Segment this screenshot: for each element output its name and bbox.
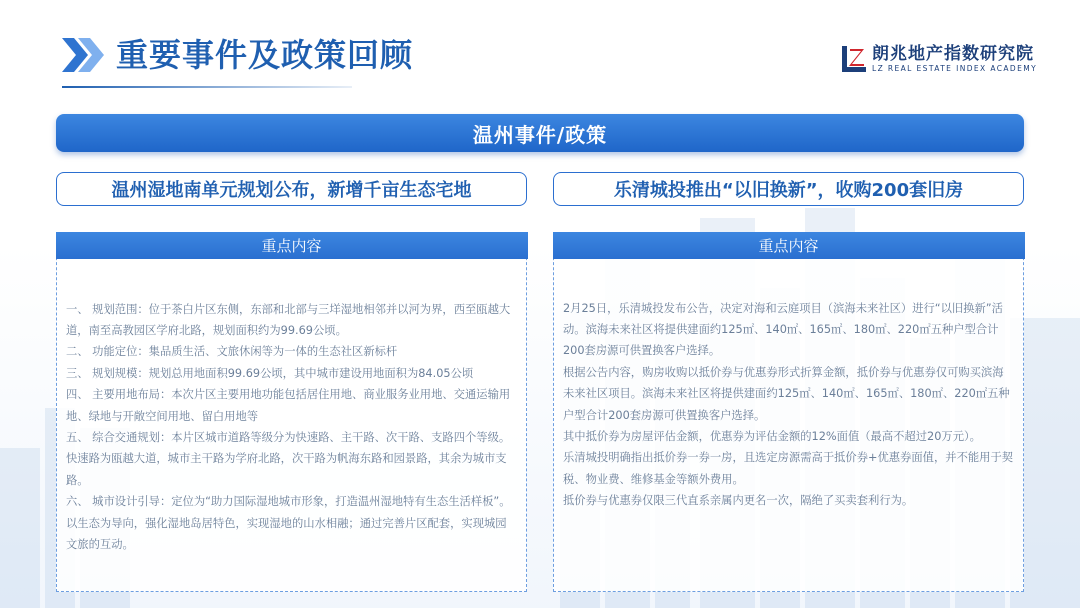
logo-mark-icon	[842, 46, 866, 72]
left-paragraph: 五、 综合交通规划：本片区城市道路等级分为快速路、主干路、次干路、支路四个等级。快速路为瓯越大道，城市主干路为学府北路，次干路为帆海东路和园景路，其余为城市支路。	[66, 430, 511, 487]
logo-english-text: LZ REAL ESTATE INDEX ACADEMY	[872, 64, 1038, 73]
title-underline	[62, 86, 352, 88]
left-paragraph: 三、 规划规模：规划总用地面积99.69公顷，其中城市建设用地面积为84.05公顷	[66, 366, 474, 380]
right-paragraph: 2月25日，乐清城投发布公告，决定对海和云庭项目（滨海未来社区）进行“以旧换新”活动。滨海未来社区将提供建面约125㎡、140㎡、165㎡、180㎡、220㎡五种户型合计200套房源可供置换客户选择。	[563, 301, 1003, 358]
left-panel-body	[57, 259, 526, 556]
right-panel-title: 重点内容	[553, 232, 1025, 259]
page-title: 重要事件及政策回顾	[116, 36, 414, 74]
right-content-panel	[553, 232, 1024, 592]
left-paragraph: 二、 功能定位：集品质生活、文旅休闲等为一体的生态社区新标杆	[66, 345, 398, 359]
left-panel-title: 重点内容	[56, 232, 528, 259]
right-headline: 乐清城投推出“以旧换新”，收购200套旧房	[613, 180, 964, 201]
brand-logo	[842, 44, 1037, 74]
section-banner-title: 温州事件/政策	[472, 122, 608, 147]
logo-chinese-text: 朗兆地产指数研究院	[872, 44, 1034, 64]
right-paragraph: 抵价券与优惠券仅限三代直系亲属内更名一次，隔绝了买卖套利行为。	[563, 494, 914, 508]
left-headline: 温州湿地南单元规划公布，新增千亩生态宅地	[111, 180, 472, 201]
left-paragraph: 六、 城市设计引导：定位为“助力国际湿地城市形象，打造温州湿地特有生态生活样板”。以生态为导向，强化湿地岛居特色，实现湿地的山水相融；通过完善片区配套，实现城园文旅的互动。	[66, 495, 511, 551]
right-panel-body	[554, 259, 1023, 512]
left-paragraph: 四、 主要用地布局：本次片区主要用地功能包括居住用地、商业服务业用地、交通运输用地、绿地与开敞空间用地、留白用地等	[66, 388, 511, 423]
right-headline-box	[553, 172, 1024, 206]
left-content-panel	[56, 232, 527, 592]
section-banner	[56, 114, 1024, 152]
chevron-right-icon	[62, 38, 106, 72]
right-paragraph: 乐清城投明确指出抵价券一券一房，且选定房源需高于抵价券+优惠券面值，并不能用于契税、物业费、维修基金等额外费用。	[563, 451, 1014, 486]
left-paragraph: 一、 规划范围：位于茶白片区东侧，东部和北部与三垟湿地相邻并以河为界，西至瓯越大道，南至高教园区学府北路，规划面积约为99.69公顷。	[66, 302, 511, 337]
left-headline-box	[56, 172, 527, 206]
right-paragraph: 其中抵价券为房屋评估金额，优惠券为评估金额的12%面值（最高不超过20万元）。	[563, 429, 981, 443]
right-paragraph: 根据公告内容，购房收购以抵价券与优惠券形式折算金额，抵价券与优惠券仅可购买滨海未来社区项目。滨海未来社区将提供建面约125㎡、140㎡、165㎡、180㎡、220㎡五种户型合计200套房源可供置换客户选择。	[563, 365, 1010, 422]
